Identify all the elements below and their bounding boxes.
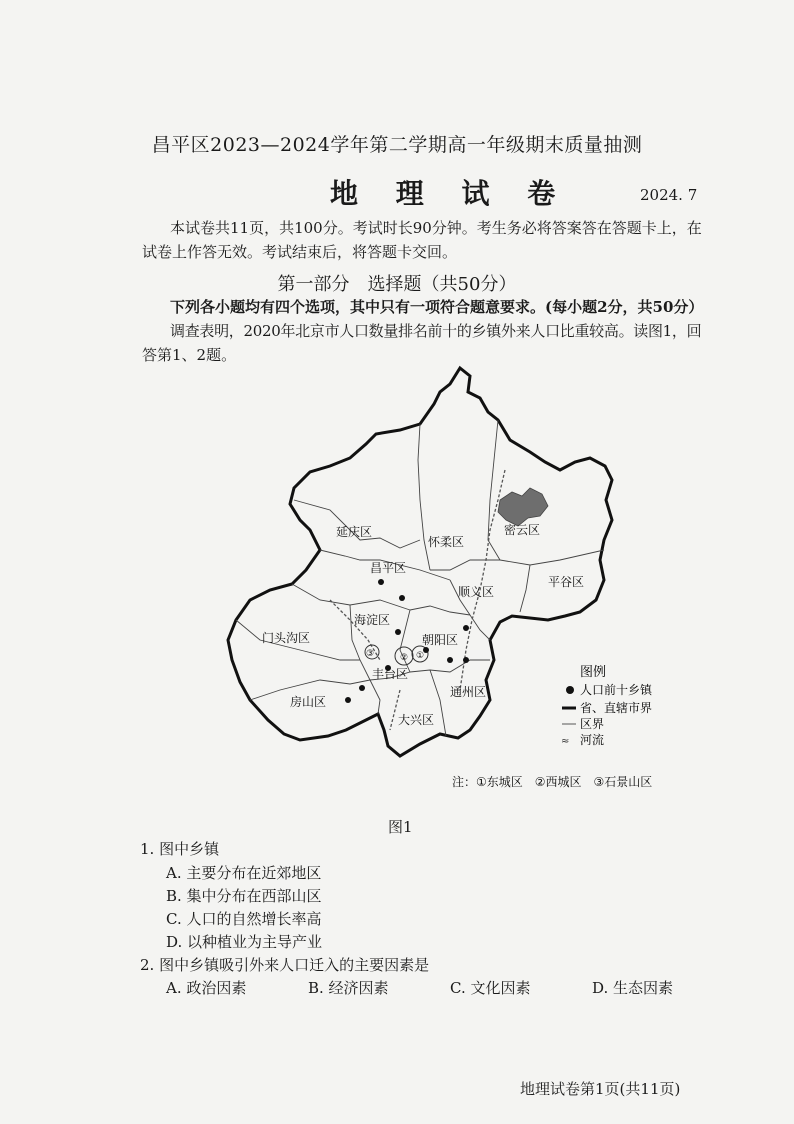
label-pinggu: 平谷区 <box>548 575 585 589</box>
legend-river-label: 河流 <box>580 733 605 747</box>
town-dot <box>399 595 405 601</box>
label-daxing: 大兴区 <box>398 713 435 727</box>
question-1-option-c: C. 人口的自然增长率高 <box>166 910 322 928</box>
label-mark-1: ① <box>416 651 425 661</box>
town-dot <box>395 629 401 635</box>
label-tongzhou: 通州区 <box>450 685 487 699</box>
question-2-option-c: C. 文化因素 <box>450 979 531 997</box>
page-footer: 地理试卷第1页(共11页) <box>520 1080 681 1098</box>
map-note: 注：①东城区 ②西城区 ③石景山区 <box>452 775 653 789</box>
passage-line-1: 调查表明，2020年北京市人口数量排名前十的乡镇外来人口比重较高。读图1，回 <box>170 322 702 340</box>
town-dot <box>345 697 351 703</box>
question-1-option-d: D. 以种植业为主导产业 <box>166 933 323 951</box>
instruction: 下列各小题均有四个选项，其中只有一项符合题意要求。(每小题2分，共50分） <box>170 298 704 316</box>
question-2-option-d: D. 生态因素 <box>592 979 674 997</box>
label-mentougou: 门头沟区 <box>262 631 311 645</box>
town-dot <box>447 657 453 663</box>
legend-provincial-label: 省、直辖市界 <box>580 701 653 715</box>
figure-caption: 图1 <box>388 818 413 836</box>
legend-river-symbol: ≈ <box>561 736 570 747</box>
label-miyun: 密云区 <box>504 523 541 537</box>
legend-town-symbol <box>566 686 574 694</box>
town-dot <box>359 685 365 691</box>
label-changping: 昌平区 <box>370 561 407 575</box>
intro-line-2: 试卷上作答无效。考试结束后，将答题卡交回。 <box>142 243 458 261</box>
legend-title: 图例 <box>580 665 607 680</box>
town-dot <box>463 625 469 631</box>
label-mark-3: ③ <box>366 649 375 659</box>
town-dot <box>378 579 384 585</box>
town-dot <box>463 657 469 663</box>
label-haidian: 海淀区 <box>354 613 391 627</box>
question-2-option-b: B. 经济因素 <box>308 979 389 997</box>
legend-district-label: 区界 <box>580 717 605 731</box>
label-huairou: 怀柔区 <box>428 535 465 549</box>
label-fengtai: 丰台区 <box>372 667 409 681</box>
passage-line-2: 答第1、2题。 <box>142 346 237 364</box>
label-fangshan: 房山区 <box>290 695 327 709</box>
label-yanqing: 延庆区 <box>336 525 373 539</box>
label-shunyi: 顺义区 <box>458 585 495 599</box>
map-legend <box>561 665 653 747</box>
question-2-option-a: A. 政治因素 <box>166 979 247 997</box>
question-1-option-b: B. 集中分布在西部山区 <box>166 887 322 905</box>
exam-date: 2024. 7 <box>640 186 698 204</box>
question-1-option-a: A. 主要分布在近郊地区 <box>166 864 322 882</box>
label-chaoyang: 朝阳区 <box>422 633 459 647</box>
legend-town-label: 人口前十乡镇 <box>580 683 653 697</box>
exam-title: 地 理 试 卷 <box>330 177 570 210</box>
label-mark-2: ② <box>400 653 409 663</box>
intro-line-1: 本试卷共11页，共100分。考试时长90分钟。考生务必将答案答在答题卡上，在 <box>170 219 702 237</box>
question-2-stem: 2. 图中乡镇吸引外来人口迁入的主要因素是 <box>140 956 430 974</box>
section-title: 第一部分 选择题（共50分） <box>277 274 517 295</box>
question-1-stem: 1. 图中乡镇 <box>140 840 220 858</box>
exam-header: 昌平区2023—2024学年第二学期高一年级期末质量抽测 <box>151 134 643 156</box>
